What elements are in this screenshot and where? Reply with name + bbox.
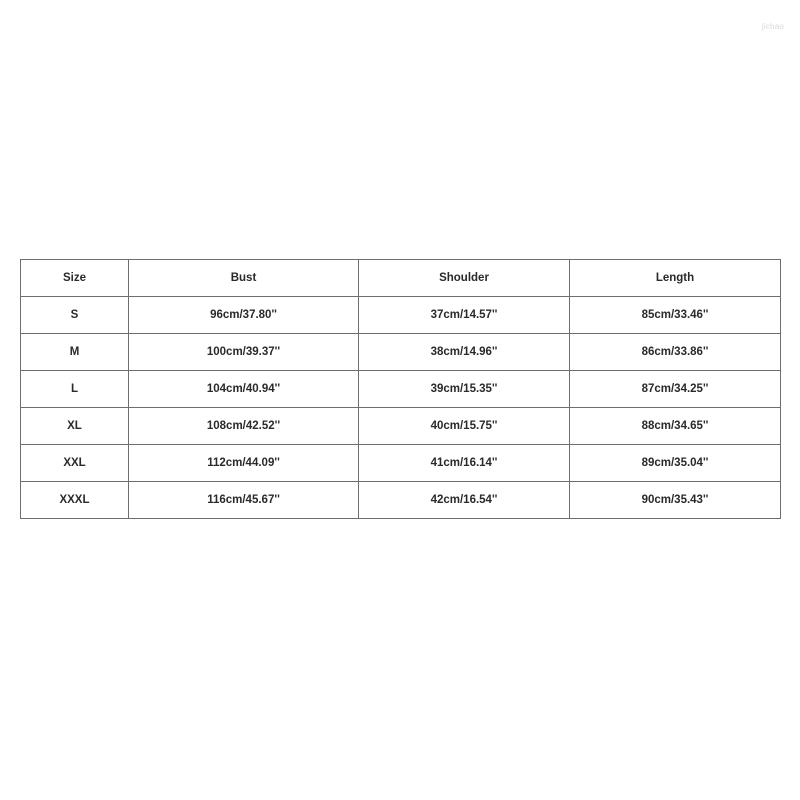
- table-row: [21, 334, 781, 371]
- header-bust: Bust: [129, 260, 359, 297]
- cell-bust: 104cm/40.94'': [129, 371, 359, 408]
- cell-length: 90cm/35.43'': [570, 482, 781, 519]
- cell-shoulder: 42cm/16.54'': [359, 482, 570, 519]
- cell-length: 87cm/34.25'': [570, 371, 781, 408]
- cell-size: XXL: [21, 445, 129, 482]
- header-shoulder: Shoulder: [359, 260, 570, 297]
- cell-shoulder: 40cm/15.75'': [359, 408, 570, 445]
- cell-size: L: [21, 371, 129, 408]
- table-row: [21, 482, 781, 519]
- header-length: Length: [570, 260, 781, 297]
- table-header-row: [21, 260, 781, 297]
- cell-shoulder: 41cm/16.14'': [359, 445, 570, 482]
- cell-bust: 100cm/39.37'': [129, 334, 359, 371]
- cell-bust: 112cm/44.09'': [129, 445, 359, 482]
- cell-size: M: [21, 334, 129, 371]
- cell-length: 88cm/34.65'': [570, 408, 781, 445]
- cell-shoulder: 39cm/15.35'': [359, 371, 570, 408]
- cell-bust: 116cm/45.67'': [129, 482, 359, 519]
- size-chart-table: [20, 259, 781, 519]
- cell-length: 85cm/33.46'': [570, 297, 781, 334]
- cell-bust: 96cm/37.80'': [129, 297, 359, 334]
- table-row: [21, 408, 781, 445]
- header-size: Size: [21, 260, 129, 297]
- cell-shoulder: 37cm/14.57'': [359, 297, 570, 334]
- cell-bust: 108cm/42.52'': [129, 408, 359, 445]
- table-row: [21, 371, 781, 408]
- cell-length: 86cm/33.86'': [570, 334, 781, 371]
- cell-size: XL: [21, 408, 129, 445]
- watermark-text: jichao: [761, 22, 784, 31]
- table-row: [21, 445, 781, 482]
- cell-shoulder: 38cm/14.96'': [359, 334, 570, 371]
- cell-length: 89cm/35.04'': [570, 445, 781, 482]
- table-row: [21, 297, 781, 334]
- cell-size: S: [21, 297, 129, 334]
- cell-size: XXXL: [21, 482, 129, 519]
